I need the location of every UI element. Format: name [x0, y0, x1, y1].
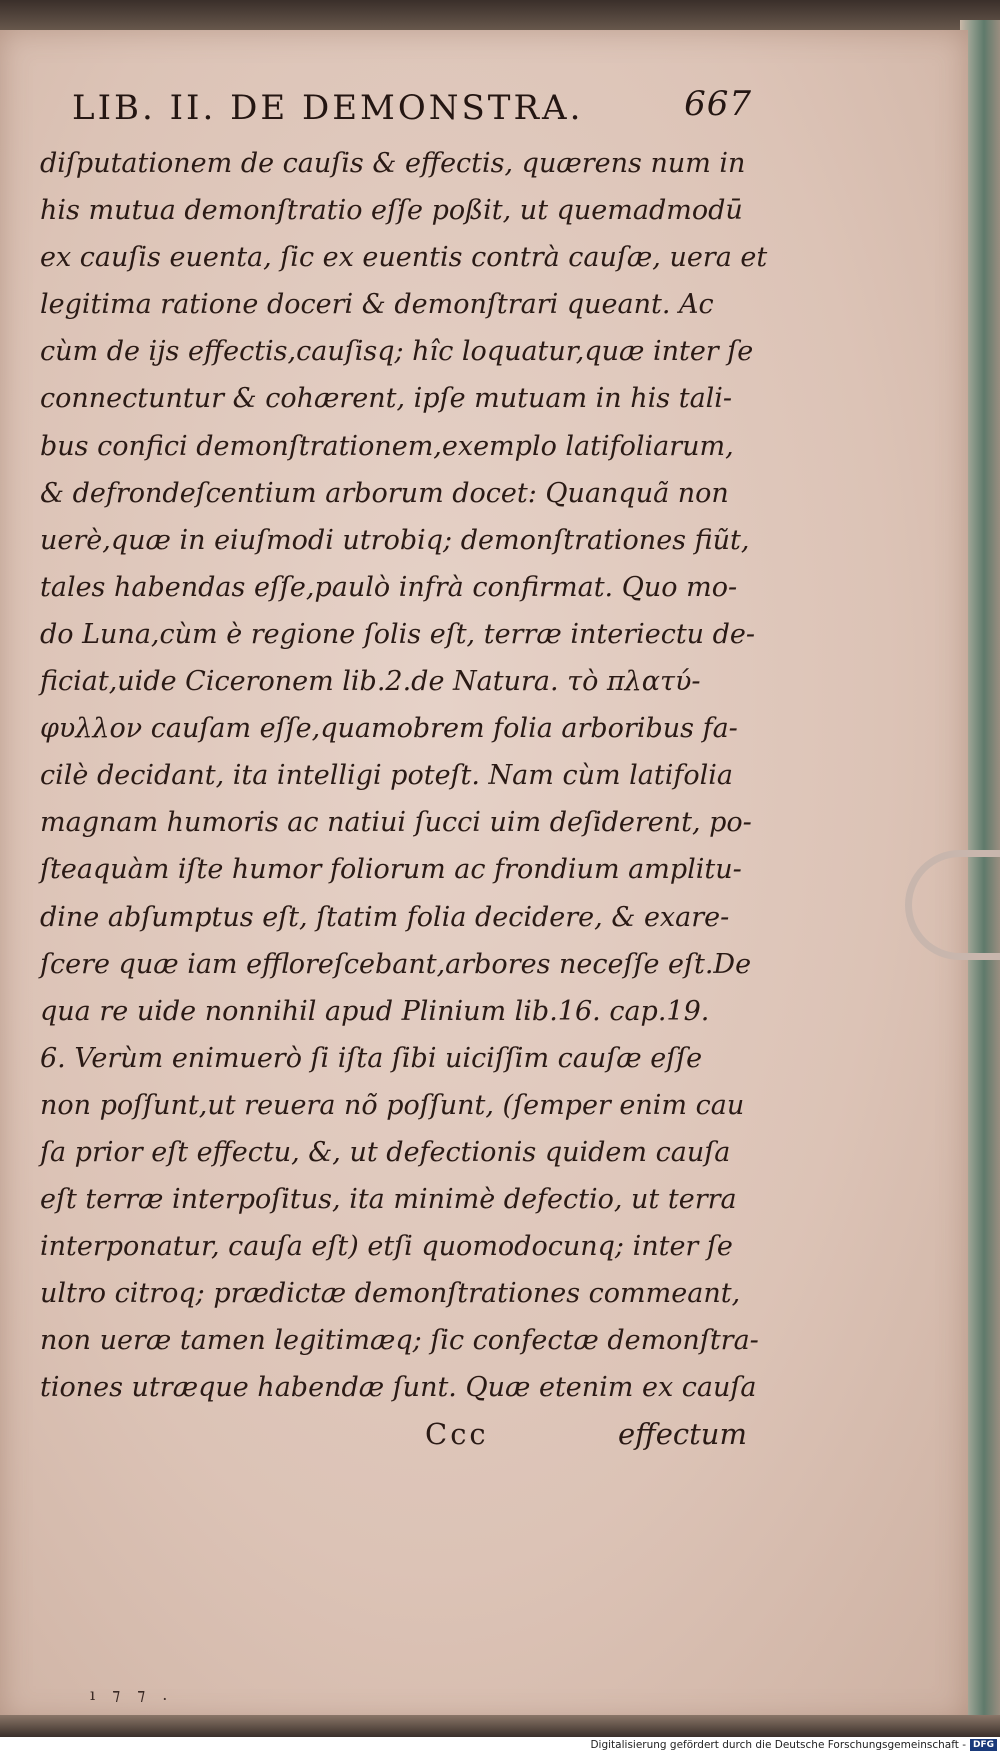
- top-book-edge: [0, 0, 1000, 32]
- text-line: qua re uide nonnihil apud Plinium lib.16. cap.19.: [40, 995, 710, 1027]
- text-line: tiones utræque habendæ ſunt. Quæ etenim ex cauſa: [40, 1372, 757, 1404]
- text-line: interponatur, cauſa eſt) etſi quomodocunq; inter ſe: [40, 1231, 733, 1263]
- text-line: ſteaquàm iſte humor foliorum ac frondium amplitu-: [40, 854, 742, 886]
- bottom-book-edge: [0, 1715, 1000, 1737]
- folio-number: 667: [684, 84, 752, 124]
- text-line: non ueræ tamen legitimæq; ſic confectæ demonſtra-: [40, 1325, 759, 1357]
- running-title: LIB. II. DE DEMONSTRA.: [72, 88, 584, 128]
- text-line: 6. Verùm enimuerò ſi iſta ſibi uiciſſim cauſæ eſſe: [40, 1042, 703, 1074]
- text-line: ſa prior eſt effectu, &, ut defectionis quidem cauſa: [40, 1136, 731, 1168]
- text-line: φυλλον cauſam eſſe,quamobrem folia arboribus fa-: [40, 713, 738, 745]
- text-line: eſt terræ interpoſitus, ita minimè defectio, ut terra: [40, 1184, 737, 1216]
- footer-credit: Digitalisierung gefördert durch die Deutsche Forschungsgemeinschaft -: [590, 1739, 966, 1751]
- text-line: & defrondeſcentium arborum docet: Quanquã non: [40, 477, 729, 509]
- text-line: tales habendas eſſe,paulò infrà confirmat. Quo mo-: [40, 571, 738, 603]
- running-header: [72, 84, 752, 138]
- text-line: connectuntur & cohærent, ipſe mutuam in his tali-: [40, 383, 733, 415]
- signature-mark: Ccc: [425, 1417, 489, 1451]
- catchword: effectum: [618, 1417, 747, 1451]
- digitization-footer: [0, 1737, 1000, 1753]
- text-line: do Luna,cùm è regione ſolis eſt, terræ interiectu de-: [40, 618, 756, 650]
- text-line: dine abſumptus eſt, ſtatim folia decidere, & exare-: [40, 901, 730, 933]
- text-line: ſcere quæ iam effloreſcebant,arbores neceſſe eſt.De: [40, 948, 752, 980]
- text-line: non poſſunt,ut reuera nõ poſſunt, (ſemper enim cau: [40, 1089, 745, 1121]
- text-line: his mutua demonſtratio eſſe poßit, ut quemadmodū: [40, 195, 743, 227]
- text-line: uerè,quæ in eiuſmodi utrobiq; demonſtrationes fiũt,: [40, 524, 750, 556]
- text-line: ficiat,uide Ciceronem lib.2.de Natura. τὸ πλατύ-: [40, 666, 701, 698]
- dfg-logo: DFG: [970, 1739, 997, 1751]
- text-line: diſputationem de cauſis & effectis, quærens num in: [40, 148, 746, 179]
- text-line: magnam humoris ac natiui ſucci uim deſiderent, po-: [40, 807, 752, 839]
- body-text: [40, 140, 768, 1412]
- text-line: legitima ratione doceri & demonſtrari queant. Ac: [40, 289, 714, 321]
- bottom-marks: ı ⁊ ⁊ .: [90, 1685, 174, 1704]
- text-line: cilè decidant, ita intelligi poteſt. Nam cùm latifolia: [40, 760, 733, 792]
- text-line: ex cauſis euenta, ſic ex euentis contrà cauſæ, uera et: [40, 242, 768, 274]
- text-line: cùm de iјs effectis,cauſisq; hîc loquatur,quæ inter ſe: [40, 336, 754, 368]
- text-line: bus confici demonſtrationem,exemplo latifoliarum,: [40, 430, 734, 462]
- text-line: ultro citroq; prædictæ demonſtrationes commeant,: [40, 1278, 741, 1310]
